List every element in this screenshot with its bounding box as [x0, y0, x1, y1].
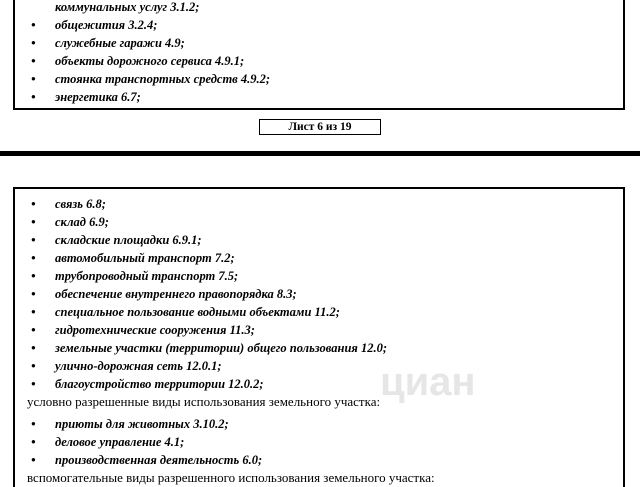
list-item: ● специальное пользование водными объектами 11.2; [15, 303, 623, 321]
list-item: ● связь 6.8; [15, 195, 623, 213]
list-item: ● энергетика 6.7; [15, 88, 623, 106]
list-item: ● приюты для животных 3.10.2; [15, 415, 623, 433]
list-item: ● служебные гаражи 4.9; [15, 34, 623, 52]
auxiliary-use-heading: вспомогательные виды разрешенного использования земельного участка: [27, 470, 435, 485]
main-permitted-list [15, 189, 623, 393]
list-item: ● автомобильный транспорт 7.2; [15, 249, 623, 267]
list-item: ● гидротехнические сооружения 11.3; [15, 321, 623, 339]
list-item: ● трубопроводный транспорт 7.5; [15, 267, 623, 285]
list-item: коммунальных услуг 3.1.2; [55, 0, 200, 14]
list-item: ● земельные участки (территории) общего пользования 12.0; [15, 339, 623, 357]
sheet-number-label: Лист 6 из 19 [259, 119, 381, 135]
list-item: ● деловое управление 4.1; [15, 433, 623, 451]
top-section-box [13, 0, 625, 110]
list-item: ● складские площадки 6.9.1; [15, 231, 623, 249]
list-item: ● благоустройство территории 12.0.2; [15, 375, 623, 393]
bottom-section-box [13, 187, 625, 487]
list-item: ● стоянка транспортных средств 4.9.2; [15, 70, 623, 88]
page-divider [0, 151, 640, 156]
list-item: ● объекты дорожного сервиса 4.9.1; [15, 52, 623, 70]
list-item: ● склад 6.9; [15, 213, 623, 231]
list-item: ● обеспечение внутреннего правопорядка 8.3; [15, 285, 623, 303]
top-list [15, 0, 623, 106]
conditional-use-heading: условно разрешенные виды использования земельного участка: [27, 394, 381, 409]
watermark-logo: циан [380, 360, 476, 404]
list-item: ● улично-дорожная сеть 12.0.1; [15, 357, 623, 375]
list-item: ● производственная деятельность 6.0; [15, 451, 623, 469]
conditional-use-list [15, 411, 623, 469]
list-item: ● общежития 3.2.4; [15, 16, 623, 34]
